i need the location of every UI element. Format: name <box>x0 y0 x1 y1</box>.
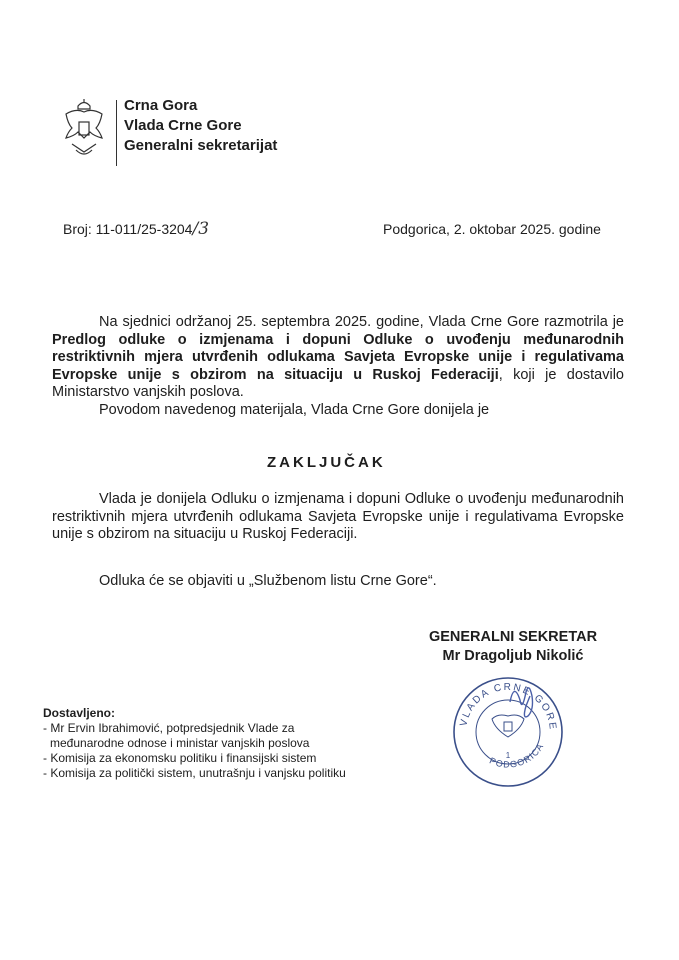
letterhead <box>62 96 362 176</box>
reference-number <box>63 219 209 239</box>
distribution-list <box>43 706 363 781</box>
letterhead-government: Vlada Crne Gore <box>124 117 242 134</box>
distribution-item: - Komisija za ekonomsku politiku i finansijski sistem <box>43 751 317 765</box>
proposal-title: Predlog odluke o izmjenama i dopuni Odluke o uvođenju međunarodnih restriktivnih mjera utvrđenih odlukama Savjeta Evropske unije i regulativama Evropske unije s obzirom na situaciju u Ruskoj Federaciji <box>52 331 624 383</box>
handwritten-suffix: /3 <box>192 219 210 239</box>
stamp-number: 1 <box>505 751 511 760</box>
intro-part2: , koji je dostavilo Ministarstvo vanjskih poslova. <box>52 366 624 400</box>
intro-sentence <box>52 314 624 402</box>
official-stamp <box>448 670 568 790</box>
stamp-emblem-icon <box>492 715 524 737</box>
place-date: Podgorica, 2. oktobar 2025. godine <box>383 221 601 237</box>
reference-number-text: Broj: 11-011/25-3204 <box>63 221 193 237</box>
conclusion-heading: ZAKLJUČAK <box>267 454 386 471</box>
stamp-text-top: VLADA CRNE GORE <box>458 681 559 732</box>
signature-name: Mr Dragoljub Nikolić <box>442 648 584 664</box>
signature-block <box>398 628 628 666</box>
intro-part1: Na sjednici održanoj 25. septembra 2025. godine, Vlada Crne Gore razmotrila je <box>99 314 624 330</box>
publication-note: Odluka će se objaviti u „Službenom listu Crne Gore“. <box>99 573 437 589</box>
stamp-outer-ring <box>454 678 562 786</box>
distribution-item: međunarodne odnose i ministar vanjskih poslova <box>50 736 310 750</box>
distribution-header: Dostavljeno: <box>43 706 116 720</box>
letterhead-text <box>124 96 277 156</box>
stamp-text-bottom: PODGORICA <box>487 741 546 770</box>
coat-of-arms-icon <box>62 98 106 160</box>
signature-title: GENERALNI SEKRETAR <box>428 629 598 645</box>
intro-paragraph <box>52 314 624 419</box>
letterhead-country: Crna Gora <box>124 97 198 114</box>
intro-line2: Povodom navedenog materijala, Vlada Crne Gore donijela je <box>99 401 490 418</box>
conclusion-text: Vlada je donijela Odluku o izmjenama i dopuni Odluke o uvođenju međunarodnih restriktivnih mjera utvrđenih odlukama Savjeta Evropske unije i regulativama Evropske unije s obzirom na situaciju u Ruskoj Federaciji. <box>52 491 624 542</box>
distribution-item: - Komisija za politički sistem, unutrašnju i vanjsku politiku <box>43 766 346 780</box>
letterhead-divider <box>116 100 117 166</box>
distribution-item: - Mr Ervin Ibrahimović, potpredsjednik Vlade za <box>43 721 295 735</box>
conclusion-paragraph <box>52 491 624 544</box>
letterhead-secretariat: Generalni sekretarijat <box>124 137 278 154</box>
